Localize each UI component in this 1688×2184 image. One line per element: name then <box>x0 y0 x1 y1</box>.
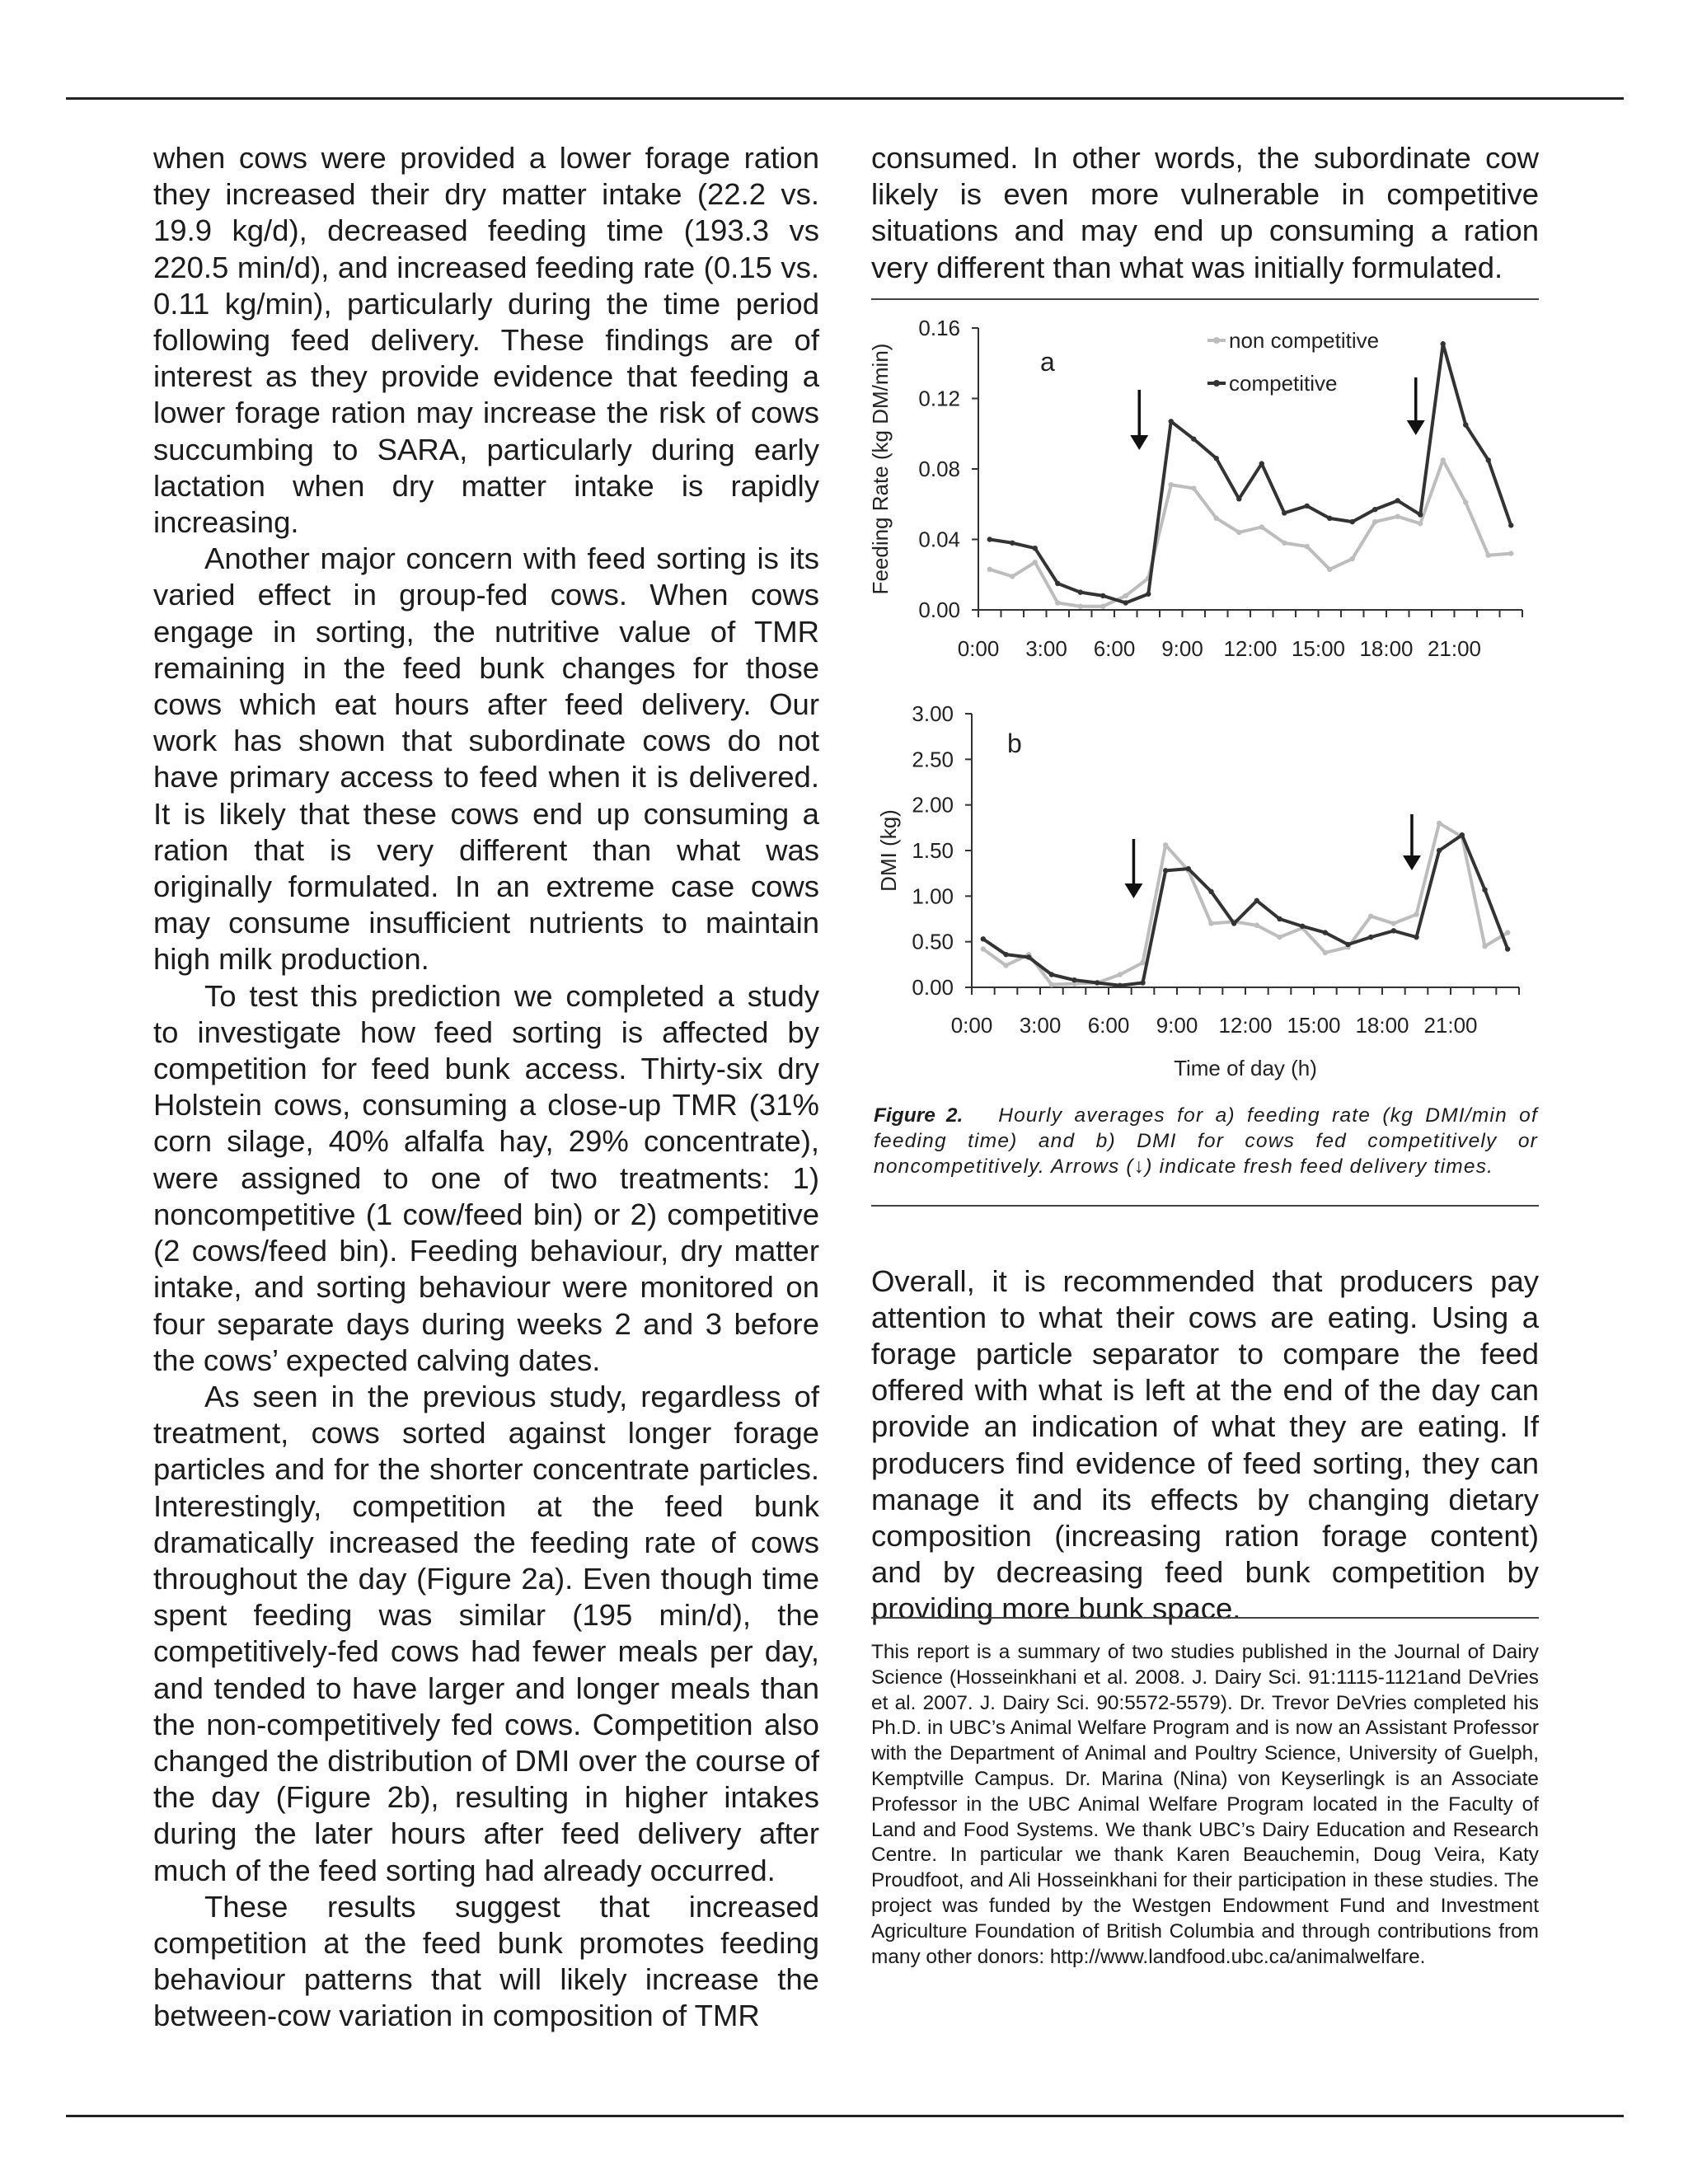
chart-a-series-non-competitive-point <box>1395 514 1400 519</box>
chart-a-feed-delivery-arrowhead <box>1130 435 1148 450</box>
chart-b-y-tick-label: 1.00 <box>912 883 954 909</box>
chart-b-x-tick-label: 3:00 <box>1019 1013 1062 1038</box>
chart-b-y-tick-label: 2.50 <box>912 747 954 772</box>
chart-a-series-non-competitive-point <box>1078 604 1083 609</box>
figure-2-charts <box>868 312 1539 1086</box>
chart-b-series-non-competitive-point <box>1003 963 1008 968</box>
chart-b-feed-delivery-arrowhead <box>1403 855 1421 870</box>
chart-a-series-non-competitive-point <box>1282 541 1287 546</box>
chart-b-series-competitive-point <box>1231 921 1236 926</box>
chart-b-series-non-competitive-point <box>1208 921 1213 926</box>
chart-b-y-tick-label: 1.50 <box>912 838 954 863</box>
figure-caption <box>874 1103 1538 1179</box>
chart-a-series-competitive-point <box>1146 592 1151 597</box>
footnote: This report is a summary of two studies published in the Journal of Dairy Science (Hosseinkhani et al. 2008. J. Dairy Sci. 91:1115-1121and DeVries et al. 2007. J. Dairy Sci. 90:5572-5579). Dr. Trevor DeVries completed his Ph.D. in UBC’s Animal Welfare Program and is now an Assistant Professor with the Department of Animal and Poultry Science, University of Guelph, Kemptville Campus. Dr. Marina (Nina) von Keyserlingk is an Associate Professor in the UBC Animal Welfare Program located in the Faculty of Land and Food Systems. We thank UBC’s Dairy Education and Research Centre. In particular we thank Karen Beauchemin, Doug Veira, Katy Proudfoot, and Ali Hosseinkhani for their participation in these studies. The project was funded by the Westgen Endowment Fund and Investment Agriculture Foundation of British Columbia and through contributions from many other donors: http://www.landfood.ubc.ca/animalwelfare. <box>871 1641 1539 1968</box>
chart-a-series-competitive-point <box>1282 510 1287 515</box>
chart-b-x-tick-label: 0:00 <box>950 1013 993 1038</box>
chart-a-series-non-competitive-point <box>1055 600 1060 605</box>
chart-a-legend-label: non competitive <box>1229 328 1380 353</box>
chart-b-series-competitive-point <box>1414 935 1418 940</box>
right-column-top <box>871 140 1539 286</box>
chart-b-series-competitive-point <box>1186 866 1191 871</box>
chart-a-series-competitive-point <box>1441 341 1446 346</box>
chart-b-series-non-competitive-point <box>1163 842 1168 847</box>
chart-b-series-non-competitive-line <box>983 823 1507 985</box>
figure-caption-text-1: Hourly averages for a) feeding rate (kg DMI/min of feeding time) and b) DMI for cows fed competitively or noncompetitively. Arrows ( <box>874 1104 1538 1178</box>
chart-b-y-axis-label: DMI (kg) <box>876 809 901 892</box>
chart-a-series-non-competitive-point <box>1350 556 1355 561</box>
chart-b-series-non-competitive-point <box>1254 923 1259 928</box>
chart-a-series-non-competitive-point <box>1508 551 1513 555</box>
chart-a-panel-label: a <box>1040 347 1055 377</box>
chart-b-x-tick-label: 21:00 <box>1423 1013 1478 1038</box>
right-column-bottom <box>871 1233 1539 1657</box>
chart-a-series-competitive-point <box>987 537 992 541</box>
chart-a-series-competitive-point <box>1395 498 1400 503</box>
chart-a-series-competitive-point <box>1236 496 1241 501</box>
chart-a-legend-marker <box>1213 337 1220 344</box>
chart-b-series-competitive-point <box>1437 848 1442 853</box>
chart-a-legend-marker <box>1213 380 1220 387</box>
chart-a-series-non-competitive-point <box>1123 593 1128 598</box>
chart-a-series-competitive-point <box>1123 600 1128 605</box>
chart-b-series-non-competitive-point <box>1140 960 1145 965</box>
chart-a-series-competitive-point <box>1214 456 1219 461</box>
chart-a-series-competitive-point <box>1463 422 1468 427</box>
chart-b-series-competitive-point <box>1345 942 1350 947</box>
chart-b-series-competitive-point <box>1368 935 1373 940</box>
chart-b-series-competitive-point <box>1391 928 1396 933</box>
chart-a-x-tick-label: 15:00 <box>1291 636 1346 661</box>
chart-a-series-non-competitive-point <box>1486 553 1491 558</box>
paragraph-3: To test this prediction we completed a study to investigate how feed sorting is affected by competition for feed bunk access. Thirty-six dry Holstein cows, consuming a close-up TMR (31% corn silage, 40% alfalfa hay, 29% concentrate), were assigned to one of two treatments: 1) noncompetitive (1 cow/feed bin) or 2) competitive (2 cows/feed bin). Feeding behaviour, dry matter intake, and sorting behaviour were monitored on four separate days during weeks 2 and 3 before the cows’ expected calving dates. <box>153 978 819 1377</box>
chart-b-x-tick-label: 6:00 <box>1087 1013 1130 1038</box>
chart-a-y-tick-label: 0.00 <box>918 598 960 622</box>
chart-a-series-non-competitive-point <box>1236 530 1241 535</box>
chart-a-series-competitive-point <box>1055 581 1060 586</box>
paragraph-2: Another major concern with feed sorting is its varied effect in group-fed cows. When cows engage in sorting, the nutritive value of TMR remaining in the feed bunk changes for those cows which eat hours after feed delivery. Our work has shown that subordinate cows do not have primary access to feed when it is delivered. It is likely that these cows end up consuming a ration that is very different than what was originally formulated. In an extreme case cows may consume insufficient nutrients to maintain high milk production. <box>153 541 819 977</box>
chart-b-series-non-competitive-point <box>1437 821 1442 826</box>
chart-a-x-tick-label: 21:00 <box>1427 636 1482 661</box>
bottom-rule <box>66 2115 1624 2117</box>
chart-b-series-competitive-point <box>1460 832 1465 837</box>
figure-caption-text-2: ) indicate fresh feed delivery times. <box>1145 1155 1494 1178</box>
chart-a-series-competitive-point <box>1169 419 1174 424</box>
chart-a-series-non-competitive-point <box>1169 482 1174 487</box>
chart-a-x-tick-label: 6:00 <box>1093 636 1136 661</box>
chart-b-series-non-competitive-point <box>1368 913 1373 918</box>
chart-b-series-non-competitive-point <box>1505 930 1510 935</box>
arrow-down-icon: ↓ <box>1133 1155 1146 1178</box>
figure-caption-label: Figure 2. <box>874 1104 964 1127</box>
figure-2 <box>868 312 1539 1086</box>
chart-a-x-tick-label: 9:00 <box>1161 636 1203 661</box>
paragraph-4: As seen in the previous study, regardless of treatment, cows sorted against longer forage particles and for the shorter concentrate particles. Interestingly, competition at the feed bunk dramatically increased the feeding rate of cows throughout the day (Figure 2a). Even though time spent feeding was similar (195 min/d), the competitively-fed cows had fewer meals per day, and tended to have larger and longer meals than the non-competitively fed cows. Competition also changed the distribution of DMI over the course of the day (Figure 2b), resulting in higher intakes during the later hours after feed delivery after much of the feed sorting had already occurred. <box>153 1379 819 1887</box>
paragraph-overall: Overall, it is recommended that producers pay attention to what their cows are eating. Using a forage particle separator to compare the feed offered with what is left at the end of the day can provide an indication of what they are eating. If producers find evidence of feed sorting, they can manage it and its effects by changing dietary composition (increasing ration forage content) and by decreasing feed bunk competition by providing more bunk space. <box>871 1263 1539 1626</box>
chart-b-y-tick-label: 0.50 <box>912 929 954 954</box>
chart-b-series-non-competitive-point <box>1118 972 1123 977</box>
chart-b-series-competitive-point <box>1505 946 1510 951</box>
chart-b-series-non-competitive-point <box>1482 944 1487 949</box>
chart-b-x-axis-label: Time of day (h) <box>1174 1056 1317 1080</box>
chart-a-x-tick-label: 3:00 <box>1025 636 1067 661</box>
chart-a-series-non-competitive-point <box>1214 516 1219 521</box>
chart-a-series-non-competitive-point <box>1441 457 1446 462</box>
chart-a-series-non-competitive-point <box>1100 604 1105 609</box>
paragraph-continuation: consumed. In other words, the subordinate cow likely is even more vulnerable in competitive situations and may end up consuming a ration very different than what was initially formulated. <box>871 141 1539 284</box>
chart-a-series-competitive-point <box>1259 461 1264 466</box>
chart-b-series-competitive-point <box>1071 977 1076 982</box>
chart-b-series-competitive-point <box>1208 889 1213 894</box>
chart-a-x-tick-label: 12:00 <box>1223 636 1278 661</box>
chart-a-series-competitive-point <box>1010 541 1015 546</box>
paragraph-1: when cows were provided a lower forage ration they increased their dry matter intake (22.2 vs. 19.9 kg/d), decreased feeding time (193.3 vs 220.5 min/d), and increased feeding rate (0.15 vs. 0.11 kg/min), particularly during the time period following feed delivery. These findings are of interest as they provide evidence that feeding a lower forage ration may increase the risk of cows succumbing to SARA, particularly during early lactation when dry matter intake is rapidly increasing. <box>153 141 819 540</box>
chart-b-series-competitive-point <box>1118 983 1123 988</box>
chart-a-y-tick-label: 0.12 <box>918 386 960 411</box>
chart-a-series-non-competitive-point <box>1463 499 1468 504</box>
chart-b-series-non-competitive-point <box>981 946 986 951</box>
chart-a-series-competitive-point <box>1305 504 1310 509</box>
chart-b-x-tick-label: 18:00 <box>1355 1013 1409 1038</box>
chart-a-x-tick-label: 0:00 <box>957 636 1000 661</box>
chart-a-series-competitive-point <box>1327 516 1332 521</box>
chart-b-series-competitive-point <box>1277 916 1282 921</box>
chart-a-series-non-competitive-point <box>987 567 992 572</box>
chart-a-y-axis-label: Feeding Rate (kg DM/min) <box>868 343 893 595</box>
chart-a-y-tick-label: 0.04 <box>918 527 960 552</box>
chart-b-series-non-competitive-point <box>1414 912 1418 916</box>
chart-a-series-competitive-point <box>1350 519 1355 524</box>
chart-a-series-competitive-point <box>1100 593 1105 598</box>
chart-a-feed-delivery-arrowhead <box>1407 420 1425 435</box>
chart-a-series-non-competitive-point <box>1010 574 1015 579</box>
chart-a-legend-label: competitive <box>1229 371 1338 396</box>
chart-a-series-competitive-point <box>1508 523 1513 527</box>
chart-b-series-non-competitive-point <box>1323 950 1328 955</box>
chart-b-x-tick-label: 9:00 <box>1156 1013 1198 1038</box>
chart-a-series-non-competitive-point <box>1033 560 1038 565</box>
chart-a-series-competitive-point <box>1078 589 1083 594</box>
chart-b-series-competitive-point <box>1254 898 1259 903</box>
chart-a-series-competitive-point <box>1418 512 1423 517</box>
chart-a-series-non-competitive-point <box>1418 521 1423 526</box>
chart-b-series-non-competitive-point <box>1049 982 1054 987</box>
chart-a-series-competitive-point <box>1033 546 1038 551</box>
figure-top-rule <box>871 298 1539 300</box>
chart-b-y-tick-label: 3.00 <box>912 701 954 726</box>
chart-a-series-non-competitive-point <box>1259 524 1264 529</box>
chart-b-series-competitive-point <box>1049 972 1054 977</box>
chart-b-x-tick-label: 12:00 <box>1218 1013 1273 1038</box>
chart-b-y-tick-label: 2.00 <box>912 792 954 818</box>
chart-b-series-competitive-point <box>1163 868 1168 873</box>
chart-b-panel-label: b <box>1007 729 1022 758</box>
chart-b-series-competitive-point <box>1003 952 1008 957</box>
chart-a-series-competitive-point <box>1372 507 1377 512</box>
chart-b-series-competitive-point <box>1300 924 1305 929</box>
chart-a-x-tick-label: 18:00 <box>1359 636 1414 661</box>
chart-a-series-competitive-point <box>1486 457 1491 462</box>
chart-b-y-tick-label: 0.00 <box>912 975 954 1000</box>
chart-a-y-tick-label: 0.16 <box>918 316 960 340</box>
paragraph-5: These results suggest that increased competition at the feed bunk promotes feeding behaviour patterns that will likely increase the between-cow variation in composition of TMR <box>153 1889 819 2033</box>
chart-b-series-competitive-point <box>1140 980 1145 985</box>
chart-b-series-competitive-point <box>981 936 986 941</box>
top-rule <box>66 97 1624 100</box>
chart-a-series-non-competitive-point <box>1191 485 1196 490</box>
chart-b-series-competitive-point <box>1323 930 1328 935</box>
chart-b-series-competitive-point <box>1026 954 1031 959</box>
chart-b-series-competitive-point <box>1095 980 1100 985</box>
caption-bottom-rule <box>871 1205 1539 1207</box>
chart-a-y-tick-label: 0.08 <box>918 457 960 481</box>
chart-a-series-non-competitive-point <box>1305 544 1310 549</box>
left-column <box>153 140 819 2035</box>
chart-b-series-competitive-point <box>1482 887 1487 892</box>
chart-a-series-non-competitive-point <box>1327 567 1332 572</box>
chart-b-feed-delivery-arrowhead <box>1124 883 1142 898</box>
footnote-rule <box>871 1617 1539 1619</box>
chart-b-series-non-competitive-point <box>1277 935 1282 940</box>
chart-a-series-competitive-point <box>1191 436 1196 441</box>
chart-b-series-non-competitive-point <box>1391 921 1396 926</box>
chart-a-series-non-competitive-point <box>1372 519 1377 524</box>
chart-b-x-tick-label: 15:00 <box>1287 1013 1341 1038</box>
